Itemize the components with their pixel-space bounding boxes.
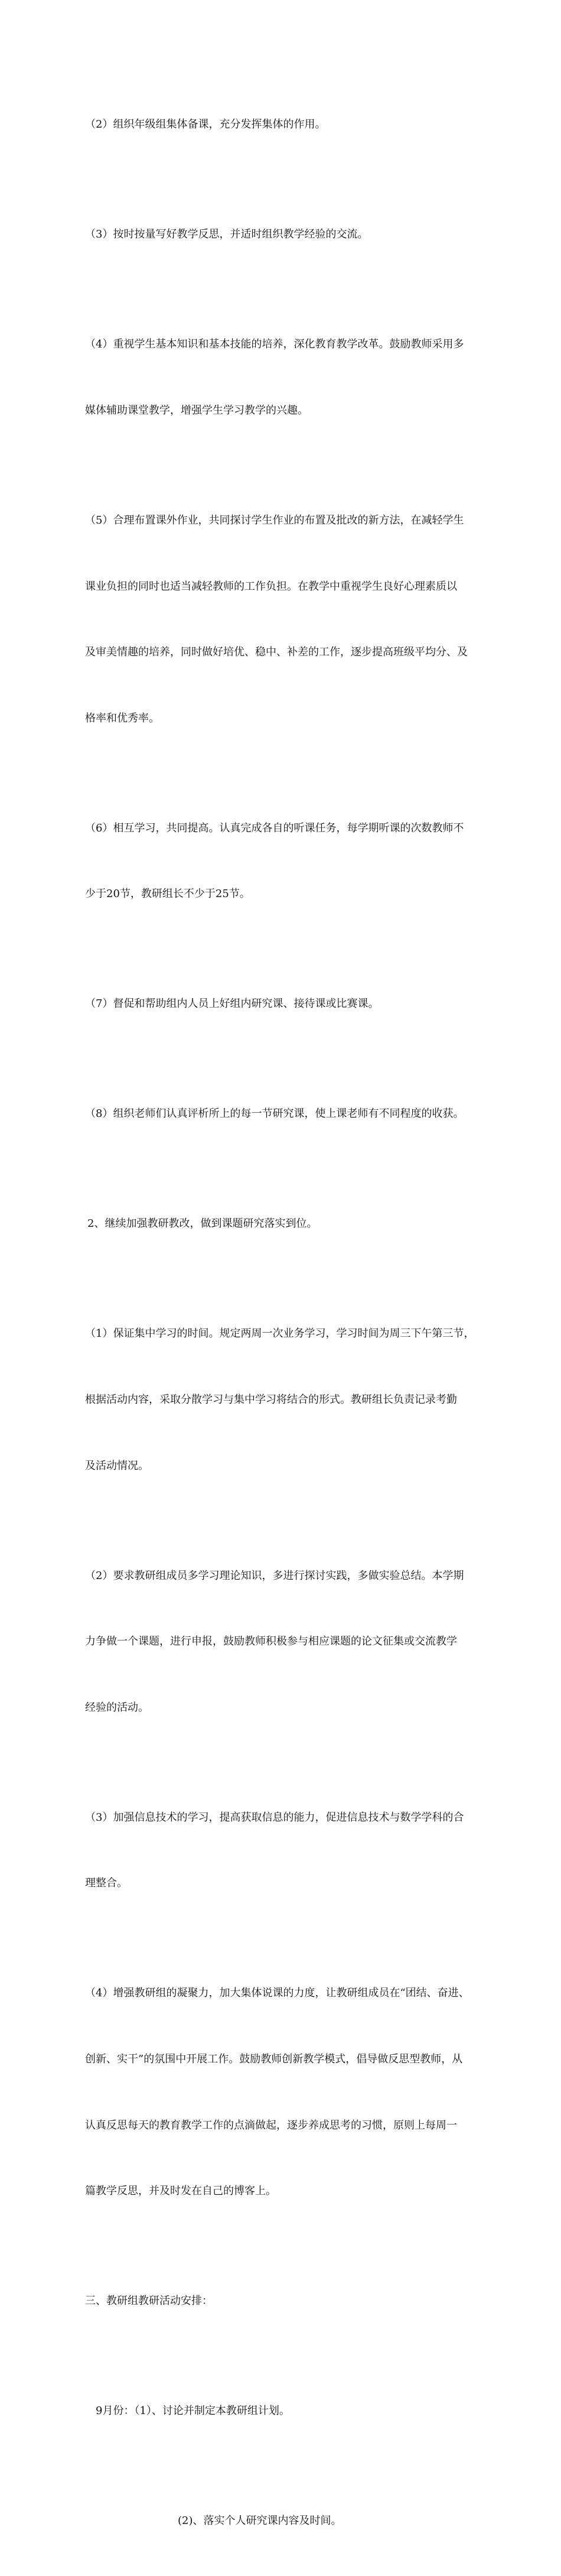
- paragraph-s2-2-theory: [85, 1521, 484, 1762]
- text-line: 经验的活动。: [85, 1701, 149, 1714]
- paragraph-3-reflection: [85, 180, 484, 290]
- section-2-heading: [85, 1169, 484, 1279]
- text-line: （6）相互学习，共同提高。认真完成各自的听课任务，每学期听课的次数教师不: [85, 821, 464, 834]
- text-line: 课业负担的同时也适当减轻教师的工作负担。在教学中重视学生良好心理素质以: [85, 580, 457, 593]
- paragraph-7-research-lessons: [85, 949, 484, 1059]
- paragraph-8-lesson-review: [85, 1059, 484, 1169]
- text-line: （8）组织老师们认真评析所上的每一节研究课，使上课老师有不同程度的收获。: [85, 1107, 464, 1120]
- september-item-1: [85, 2356, 484, 2466]
- text-line: （3）按时按量写好教学反思，并适时组织教学经验的交流。: [85, 228, 368, 241]
- text-line: （1）保证集中学习的时间。规定两周一次业务学习，学习时间为周三下午第三节，: [85, 1327, 475, 1340]
- text-line: （4）增强教研组的凝聚力，加大集体说课的力度，让教研组成员在“团结、奋进、: [85, 1987, 469, 2000]
- text-line: 及审美情趣的培养，同时做好培优、稳中、补差的工作，逐步提高班级平均分、及: [85, 646, 468, 659]
- text-line: （7）督促和帮助组内人员上好组内研究课、接待课或比赛课。: [85, 998, 379, 1011]
- text-line: （5）合理布置课外作业，共同探讨学生作业的布置及批改的新方法，在减轻学生: [85, 514, 464, 527]
- paragraph-s2-3-it: [85, 1762, 484, 1938]
- paragraph-s2-1-study-time: [85, 1279, 484, 1521]
- text-line: 格率和优秀率。: [85, 712, 159, 725]
- text-line: 少于20节，教研组长不少于25节。: [85, 888, 250, 901]
- paragraph-2-group-prep: [85, 70, 484, 180]
- paragraph-5-homework: [85, 466, 484, 774]
- text-line: （2）要求教研组成员多学习理论知识，多进行探讨实践，多做实验总结。本学期: [85, 1569, 464, 1582]
- text-line: 力争做一个课题，进行申报，鼓励教师积极参与相应课题的论文征集或交流教学: [85, 1635, 457, 1648]
- text-line: 及活动情况。: [85, 1459, 149, 1472]
- paragraph-s2-4-cohesion: [85, 1938, 484, 2246]
- paragraph-6-mutual-learning: [85, 773, 484, 949]
- text-line: 认真反思每天的教育教学工作的点滴做起，逐步养成思考的习惯，原则上每周一: [85, 2119, 457, 2132]
- document-body: [85, 70, 484, 2576]
- text-line: 媒体辅助课堂教学，增强学生学习教学的兴趣。: [85, 404, 308, 417]
- text-line: 9月份：（1）、讨论并制定本教研组计划。: [96, 2405, 290, 2418]
- text-line: 理整合。: [85, 1877, 128, 1890]
- september-item-2: [85, 2466, 484, 2576]
- text-line: (2)、落实个人研究课内容及时间。: [178, 2515, 342, 2528]
- section-3-heading: [85, 2246, 484, 2356]
- paragraph-4-basic-skills: [85, 290, 484, 466]
- text-line: 三、教研组教研活动安排：: [85, 2295, 213, 2308]
- text-line: 创新、实干”的氛围中开展工作。鼓励教师创新教学模式，倡导做反思型教师，从: [85, 2052, 463, 2065]
- text-line: （2）组织年级组集体备课，充分发挥集体的作用。: [85, 118, 326, 131]
- text-line: （3）加强信息技术的学习，提高获取信息的能力，促进信息技术与数学学科的合: [85, 1811, 464, 1824]
- text-line: 篇教学反思，并及时发在自己的博客上。: [85, 2185, 276, 2198]
- text-line: （4）重视学生基本知识和基本技能的培养，深化教育教学改革。鼓励教师采用多: [85, 338, 464, 351]
- text-line: 根据活动内容，采取分散学习与集中学习将结合的形式。教研组长负责记录考勤: [85, 1393, 457, 1406]
- text-line: 2、继续加强教研教改，做到课题研究落实到位。: [87, 1217, 318, 1230]
